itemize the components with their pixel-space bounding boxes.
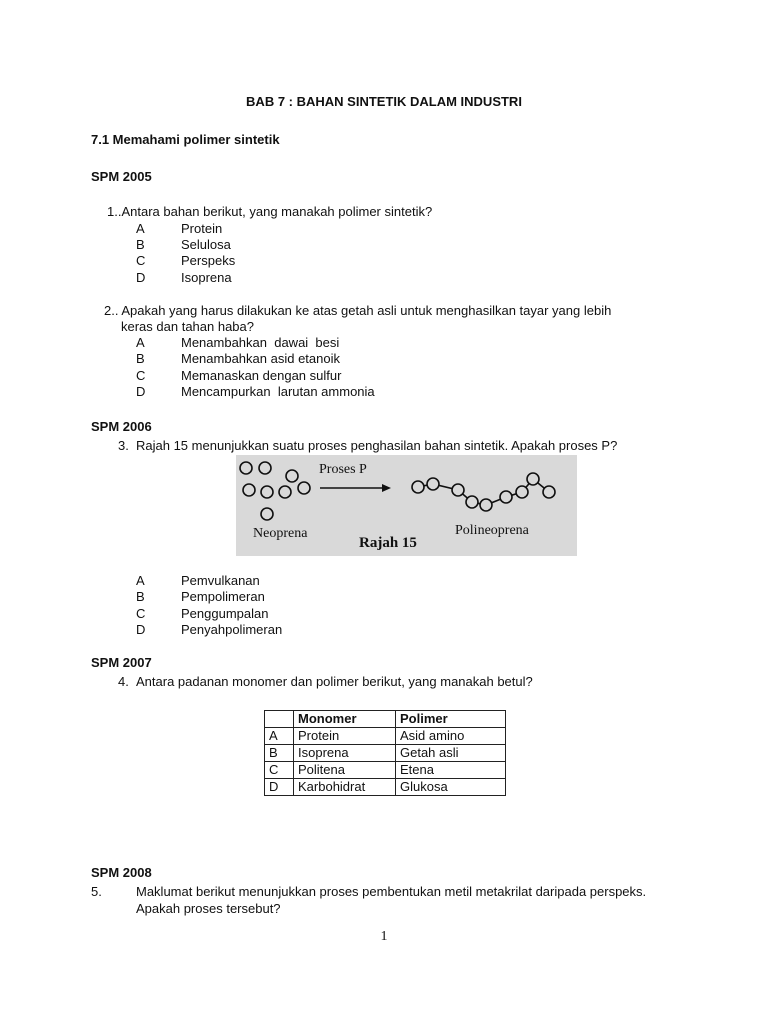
figure-caption: Rajah 15 xyxy=(359,535,417,551)
option-letter: D xyxy=(136,384,146,399)
page-number: 1 xyxy=(380,929,388,944)
question-5-number: 5. xyxy=(91,884,102,899)
table-cell: Protein xyxy=(294,728,396,745)
table-cell: Politena xyxy=(294,762,396,779)
option-letter: B xyxy=(136,589,145,604)
figure-left-label: Neoprena xyxy=(253,526,308,541)
option-text: Menambahkan dawai besi xyxy=(181,335,340,350)
table-cell: B xyxy=(265,745,294,762)
option-text: Isoprena xyxy=(181,270,232,285)
document-title: BAB 7 : BAHAN SINTETIK DALAM INDUSTRI xyxy=(246,94,522,109)
table-header-row xyxy=(265,711,506,728)
neoprena-monomers xyxy=(240,462,310,520)
table-cell: Getah asli xyxy=(396,745,506,762)
question-3-number: 3. xyxy=(118,438,129,453)
option-letter: D xyxy=(136,622,146,637)
question-1-text: 1..Antara bahan berikut, yang manakah polimer sintetik? xyxy=(107,204,433,219)
table-cell: Glukosa xyxy=(396,779,506,796)
option-letter: A xyxy=(136,573,145,588)
table-header-cell xyxy=(265,711,294,728)
question-5-line1: Maklumat berikut menunjukkan proses pembentukan metil metakrilat daripada perspeks. xyxy=(136,884,647,899)
option-letter: C xyxy=(136,368,146,383)
table-cell: Isoprena xyxy=(294,745,396,762)
table-cell: Asid amino xyxy=(396,728,506,745)
option-text: Perspeks xyxy=(181,253,236,268)
year-heading-2006: SPM 2006 xyxy=(91,419,152,434)
polineoprena-chain xyxy=(412,473,555,511)
table-row xyxy=(265,762,506,779)
table-cell: C xyxy=(265,762,294,779)
question-5-line2: Apakah proses tersebut? xyxy=(136,901,281,916)
option-text: Penyahpolimeran xyxy=(181,622,283,637)
option-text: Mencampurkan larutan ammonia xyxy=(181,384,375,399)
figure-arrow-label: Proses P xyxy=(319,462,367,477)
table-row xyxy=(265,779,506,796)
table-cell: D xyxy=(265,779,294,796)
option-text: Protein xyxy=(181,221,223,236)
question-3-text: Rajah 15 menunjukkan suatu proses penghasilan bahan sintetik. Apakah proses P? xyxy=(136,438,618,453)
option-text: Penggumpalan xyxy=(181,606,269,621)
question-2-line1: 2.. Apakah yang harus dilakukan ke atas getah asli untuk menghasilkan tayar yang lebih xyxy=(104,303,612,318)
option-text: Selulosa xyxy=(181,237,231,252)
year-heading-2008: SPM 2008 xyxy=(91,865,152,880)
table-header-cell: Monomer xyxy=(294,711,396,728)
figure-rajah-15 xyxy=(236,455,577,556)
section-heading: 7.1 Memahami polimer sintetik xyxy=(91,132,280,147)
option-text: Memanaskan dengan sulfur xyxy=(181,368,342,383)
table-cell: Karbohidrat xyxy=(294,779,396,796)
year-heading-2007: SPM 2007 xyxy=(91,655,152,670)
option-text: Pemvulkanan xyxy=(181,573,260,588)
figure-right-label: Polineoprena xyxy=(455,523,529,538)
monomer-polymer-table xyxy=(264,710,506,796)
table-row xyxy=(265,728,506,745)
option-letter: C xyxy=(136,253,146,268)
option-letter: C xyxy=(136,606,146,621)
arrow-icon xyxy=(320,484,391,492)
year-heading-2005: SPM 2005 xyxy=(91,169,152,184)
option-text: Pempolimeran xyxy=(181,589,265,604)
table-header-cell: Polimer xyxy=(396,711,506,728)
option-letter: A xyxy=(136,335,145,350)
option-letter: D xyxy=(136,270,146,285)
option-letter: B xyxy=(136,351,145,366)
option-text: Menambahkan asid etanoik xyxy=(181,351,340,366)
question-4-text: Antara padanan monomer dan polimer berikut, yang manakah betul? xyxy=(136,674,533,689)
option-letter: A xyxy=(136,221,145,236)
question-2-line2: keras dan tahan haba? xyxy=(121,319,254,334)
table-cell: Etena xyxy=(396,762,506,779)
question-4-number: 4. xyxy=(118,674,129,689)
table-row xyxy=(265,745,506,762)
table-cell: A xyxy=(265,728,294,745)
option-letter: B xyxy=(136,237,145,252)
